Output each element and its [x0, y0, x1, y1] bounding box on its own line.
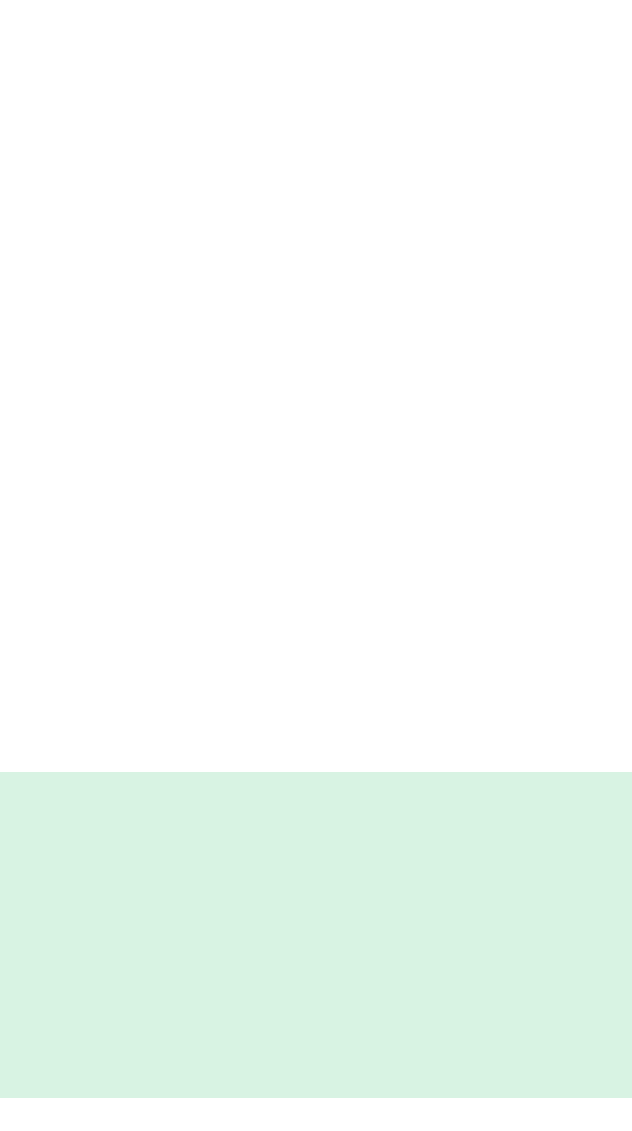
answer-box	[0, 772, 632, 1098]
answer-text	[0, 772, 632, 777]
